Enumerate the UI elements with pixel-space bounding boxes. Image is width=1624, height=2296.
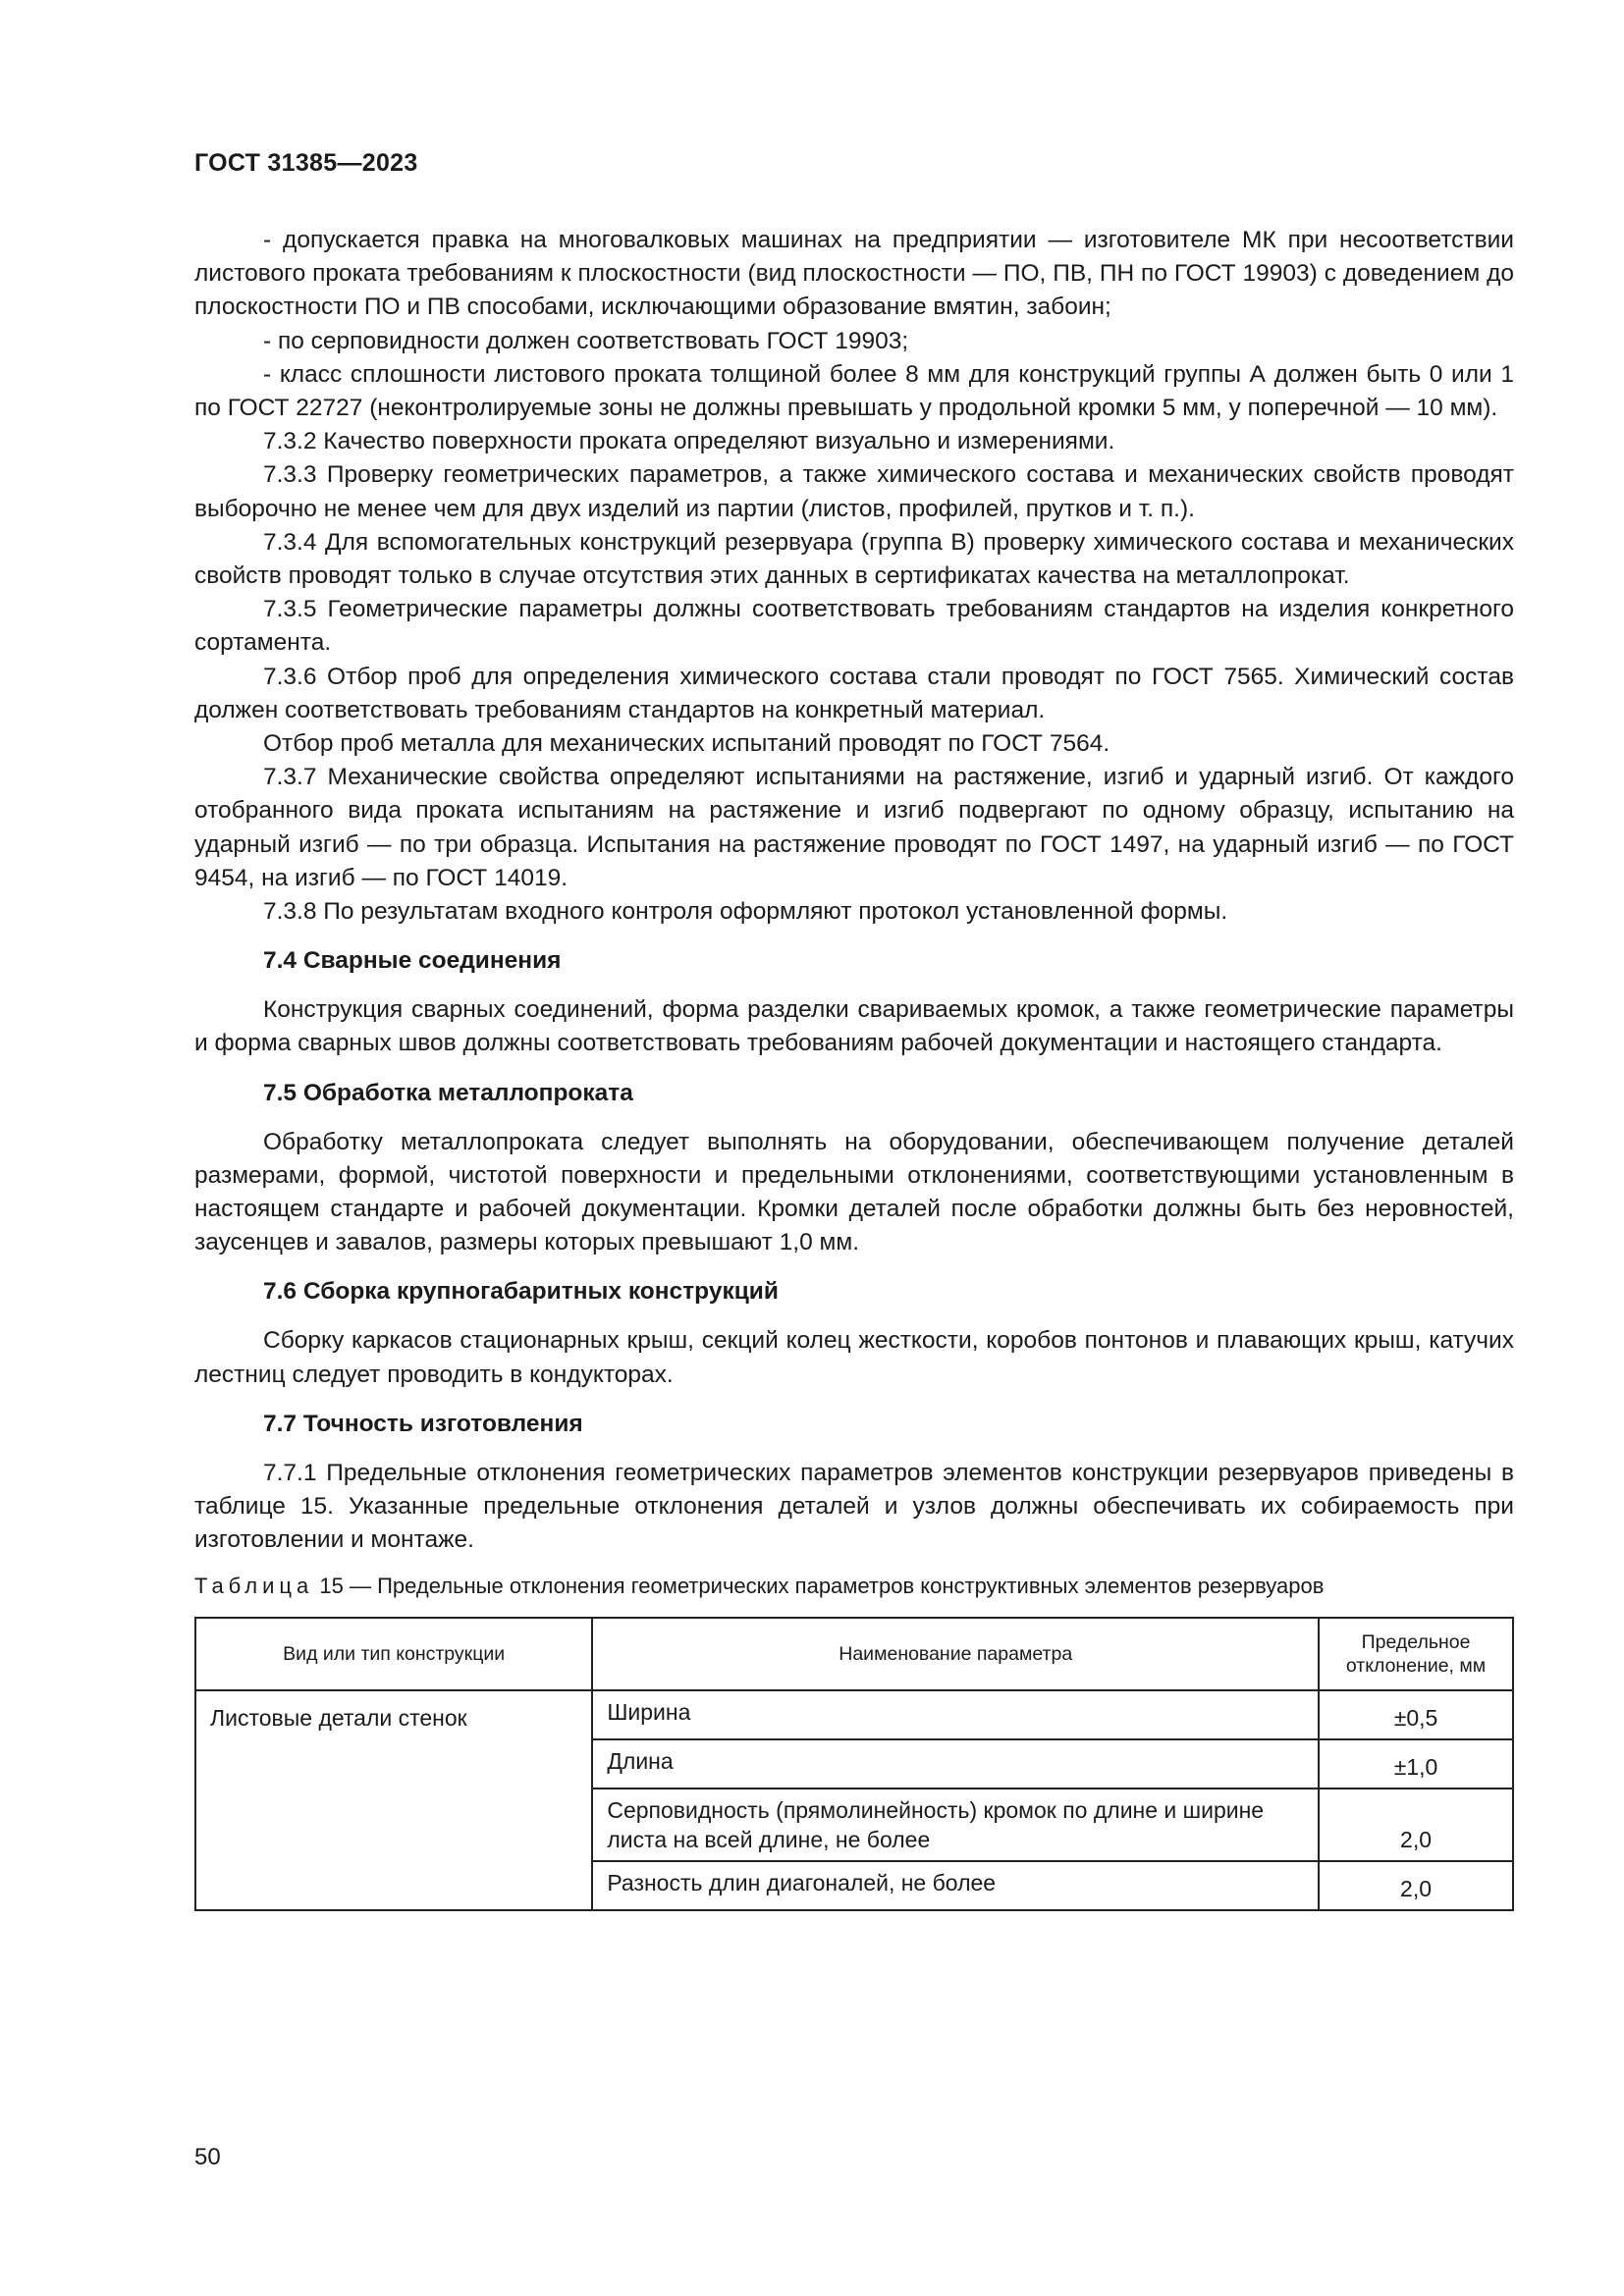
deviation-cell: ±1,0 [1319, 1739, 1513, 1789]
table-caption-label: Таблица [194, 1573, 314, 1598]
column-header [1319, 1618, 1513, 1690]
deviation-cell: 2,0 [1319, 1861, 1513, 1910]
table-caption-text: 15 — Предельные отклонения геометрических параметров конструктивных элементов резервуаров [319, 1573, 1325, 1598]
page-number: 50 [194, 2144, 221, 2170]
paragraph: Сборку каркасов стационарных крыш, секций колец жесткости, коробов понтонов и плавающих крыш, катучих лестниц следует проводить в кондукторах. [194, 1327, 1514, 1388]
section-heading-7-6: 7.6 Сборка крупногабаритных конструкций [263, 1278, 779, 1306]
body-text [194, 224, 1514, 1911]
table-row [195, 1690, 1513, 1739]
paragraph: Отбор проб металла для механических испытаний проводят по ГОСТ 7564. [263, 730, 1110, 758]
deviation-table [194, 1617, 1514, 1911]
parameter-cell: Разность длин диагоналей, не более [592, 1861, 1319, 1910]
document-id-header: ГОСТ 31385—2023 [194, 149, 418, 177]
paragraph: 7.3.7 Механические свойства определяют испытаниями на растяжение, изгиб и ударный изгиб. От каждого отобранного вида проката испытаниям на растяжение и изгиб подвергают по одному образцу, испытанию на ударный изгиб — по три образца. Испытания на растяжение проводят по ГОСТ 1497, на ударный изгиб — по ГОСТ 9454, на изгиб — по ГОСТ 14019. [194, 764, 1514, 891]
paragraph: 7.3.8 По результатам входного контроля оформляют протокол установленной формы. [263, 898, 1228, 926]
paragraph: 7.3.3 Проверку геометрических параметров, а также химического состава и механических свойств проводят выборочно не менее чем для двух изделий из партии (листов, профилей, прутков и т. п.). [194, 461, 1514, 522]
section-heading-7-7: 7.7 Точность изготовления [263, 1410, 583, 1437]
paragraph: - класс сплошности листового проката толщиной более 8 мм для конструкций группы А должен быть 0 или 1 по ГОСТ 22727 (неконтролируемые зоны не должны превышать у продольной кромки 5 мм, у поперечной — 10 мм). [194, 360, 1514, 422]
column-header-label: Предельное отклонение, мм [1345, 1630, 1487, 1677]
construction-type-cell: Листовые детали стенок [195, 1690, 592, 1910]
paragraph: - по серповидности должен соответствовать ГОСТ 19903; [263, 327, 909, 354]
paragraph: 7.7.1 Предельные отклонения геометрических параметров элементов конструкции резервуаров приведены в таблице 15. Указанные предельные отклонения деталей и узлов должны обеспечивать их собираемость при изготовлении и монтаже. [194, 1459, 1514, 1554]
section-heading-7-4: 7.4 Сварные соединения [263, 947, 562, 975]
column-header: Наименование параметра [592, 1618, 1319, 1690]
paragraph: 7.3.2 Качество поверхности проката определяют визуально и измерениями. [263, 428, 1115, 455]
paragraph: Обработку металлопроката следует выполнять на оборудовании, обеспечивающем получение деталей размерами, формой, чистотой поверхности и предельными отклонениями, соответствующими установленным в настоящем стандарте и рабочей документации. Кромки деталей после обработки должны быть без неровностей, заусенцев и завалов, размеры которых превышают 1,0 мм. [194, 1128, 1514, 1256]
deviation-cell: ±0,5 [1319, 1690, 1513, 1739]
column-header: Вид или тип конструкции [195, 1618, 592, 1690]
parameter-cell: Ширина [592, 1690, 1319, 1739]
paragraph: 7.3.4 Для вспомогательных конструкций резервуара (группа В) проверку химического состава и механических свойств проводят только в случае отсутствия этих данных в сертификатах качества на металлопрокат. [194, 528, 1514, 590]
paragraph: 7.3.5 Геометрические параметры должны соответствовать требованиям стандартов на изделия конкретного сортамента. [194, 596, 1514, 657]
parameter-cell: Длина [592, 1739, 1319, 1789]
section-heading-7-5: 7.5 Обработка металлопроката [263, 1079, 633, 1106]
paragraph: 7.3.6 Отбор проб для определения химического состава стали проводят по ГОСТ 7565. Химический состав должен соответствовать требованиям стандартов на конкретный материал. [194, 663, 1514, 723]
deviation-cell: 2,0 [1319, 1789, 1513, 1861]
paragraph: - допускается правка на многовалковых машинах на предприятии — изготовителе МК при несоответствии листового проката требованиям к плоскостности (вид плоскостности — ПО, ПВ, ПН по ГОСТ 19903) с доведением до плоскостности ПО и ПВ способами, исключающими образование вмятин, забоин; [194, 227, 1514, 321]
paragraph: Конструкция сварных соединений, форма разделки свариваемых кромок, а также геометрические параметры и форма сварных швов должны соответствовать требованиям рабочей документации и настоящего стандарта. [194, 996, 1514, 1057]
table-header-row [195, 1618, 1513, 1690]
parameter-cell: Серповидность (прямолинейность) кромок по длине и ширине листа на всей длине, не более [592, 1789, 1319, 1861]
table-caption [194, 1572, 1514, 1601]
